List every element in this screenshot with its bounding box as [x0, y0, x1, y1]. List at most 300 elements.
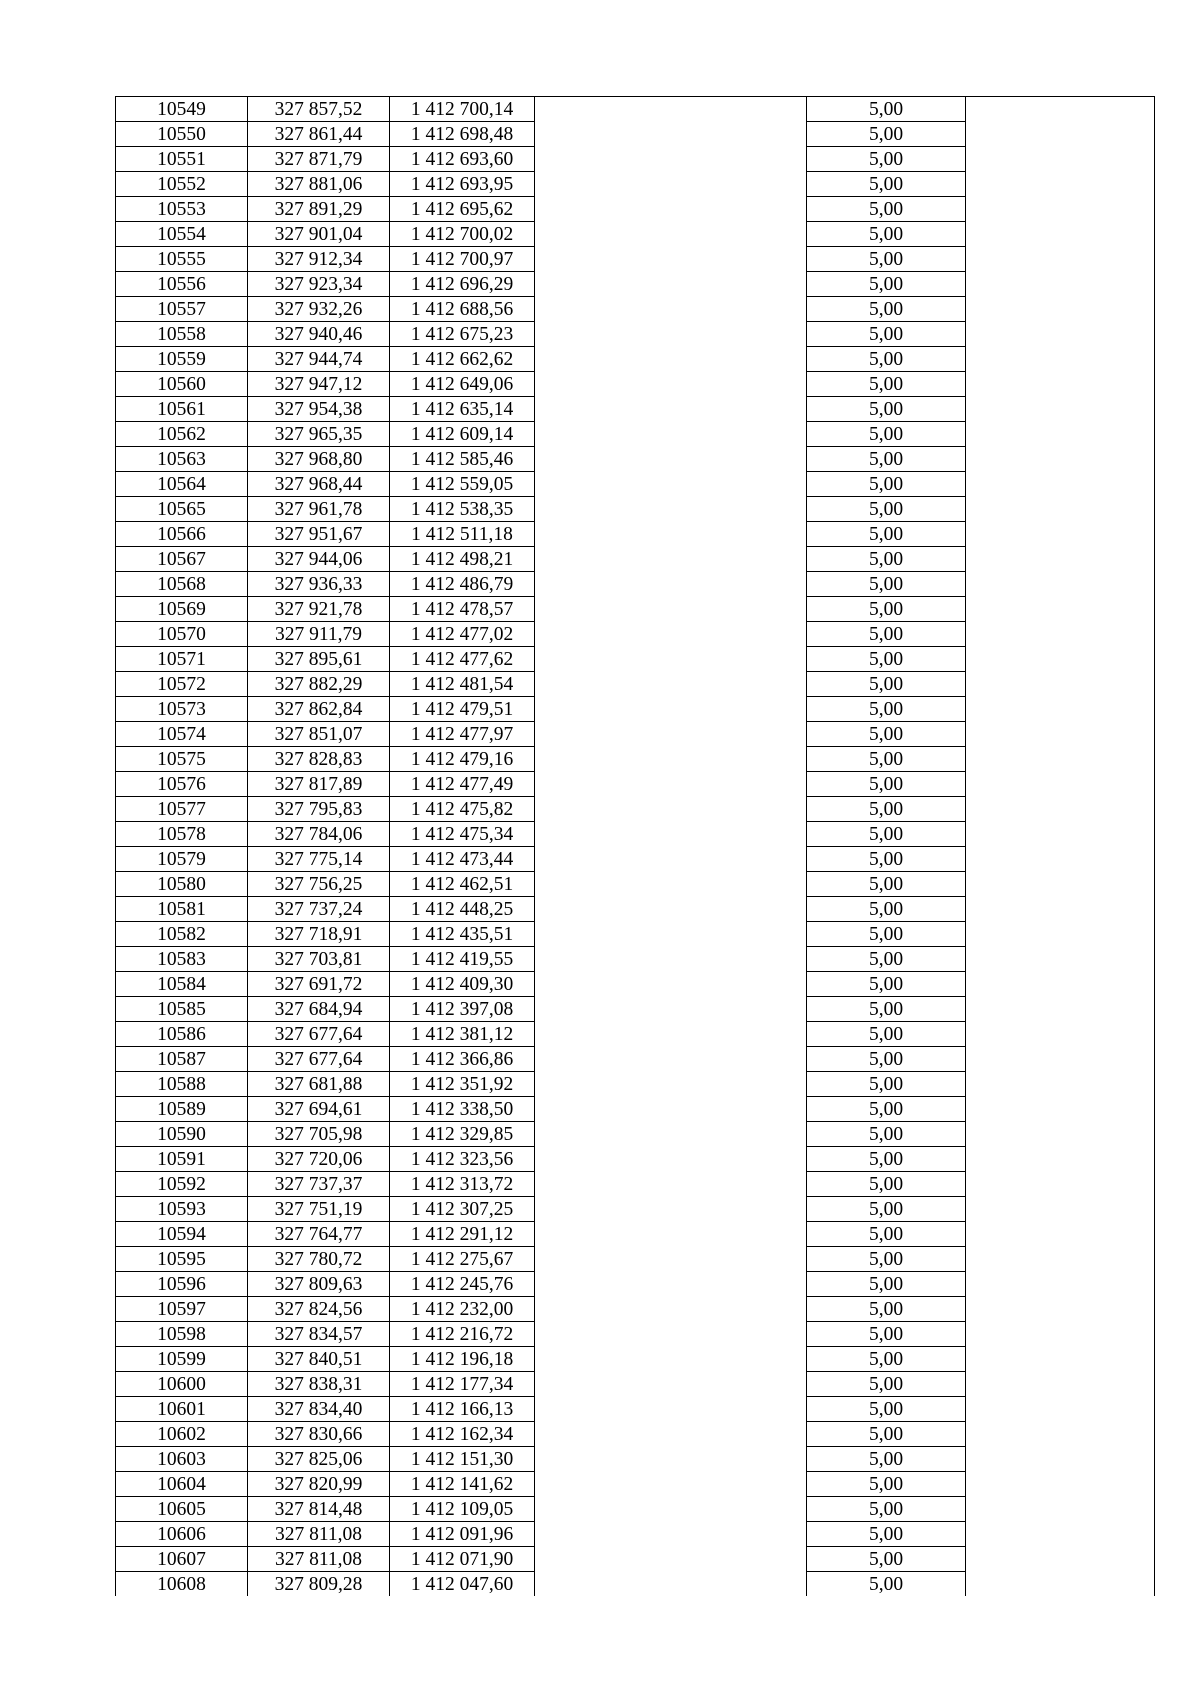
empty-cell: [535, 1472, 807, 1497]
point-number-cell: 10588: [116, 1072, 248, 1097]
empty-cell: [535, 297, 807, 322]
y-coordinate-cell: 1 412 473,44: [390, 847, 535, 872]
empty-cell: [966, 897, 1155, 922]
table-row: [116, 1572, 1155, 1597]
table-row: [116, 497, 1155, 522]
x-coordinate-cell: 327 834,40: [248, 1397, 390, 1422]
point-number-cell: 10554: [116, 222, 248, 247]
empty-cell: [966, 822, 1155, 847]
y-coordinate-cell: 1 412 329,85: [390, 1122, 535, 1147]
y-coordinate-cell: 1 412 291,12: [390, 1222, 535, 1247]
x-coordinate-cell: 327 780,72: [248, 1247, 390, 1272]
table-row: [116, 247, 1155, 272]
y-coordinate-cell: 1 412 419,55: [390, 947, 535, 972]
accuracy-value-cell: 5,00: [807, 1047, 966, 1072]
empty-cell: [535, 1397, 807, 1422]
empty-cell: [966, 997, 1155, 1022]
y-coordinate-cell: 1 412 700,14: [390, 97, 535, 122]
table-row: [116, 1347, 1155, 1372]
y-coordinate-cell: 1 412 498,21: [390, 547, 535, 572]
empty-cell: [966, 672, 1155, 697]
table-row: [116, 422, 1155, 447]
accuracy-value-cell: 5,00: [807, 347, 966, 372]
empty-cell: [966, 922, 1155, 947]
table-row: [116, 647, 1155, 672]
accuracy-value-cell: 5,00: [807, 547, 966, 572]
x-coordinate-cell: 327 737,37: [248, 1172, 390, 1197]
empty-cell: [966, 1347, 1155, 1372]
point-number-cell: 10586: [116, 1022, 248, 1047]
table-row: [116, 547, 1155, 572]
point-number-cell: 10593: [116, 1197, 248, 1222]
empty-cell: [966, 197, 1155, 222]
empty-cell: [966, 497, 1155, 522]
point-number-cell: 10606: [116, 1522, 248, 1547]
accuracy-value-cell: 5,00: [807, 1222, 966, 1247]
point-number-cell: 10565: [116, 497, 248, 522]
x-coordinate-cell: 327 857,52: [248, 97, 390, 122]
x-coordinate-cell: 327 705,98: [248, 1122, 390, 1147]
empty-cell: [535, 497, 807, 522]
empty-cell: [535, 1497, 807, 1522]
empty-cell: [966, 597, 1155, 622]
table-row: [116, 1222, 1155, 1247]
empty-cell: [966, 1472, 1155, 1497]
empty-cell: [535, 247, 807, 272]
empty-cell: [966, 347, 1155, 372]
empty-cell: [535, 97, 807, 122]
empty-cell: [535, 447, 807, 472]
empty-cell: [966, 1097, 1155, 1122]
point-number-cell: 10557: [116, 297, 248, 322]
empty-cell: [966, 472, 1155, 497]
empty-cell: [535, 1322, 807, 1347]
accuracy-value-cell: 5,00: [807, 1497, 966, 1522]
x-coordinate-cell: 327 784,06: [248, 822, 390, 847]
accuracy-value-cell: 5,00: [807, 1272, 966, 1297]
table-row: [116, 397, 1155, 422]
table-row: [116, 1497, 1155, 1522]
y-coordinate-cell: 1 412 162,34: [390, 1422, 535, 1447]
empty-cell: [535, 622, 807, 647]
point-number-cell: 10559: [116, 347, 248, 372]
accuracy-value-cell: 5,00: [807, 272, 966, 297]
accuracy-value-cell: 5,00: [807, 847, 966, 872]
table-row: [116, 1322, 1155, 1347]
accuracy-value-cell: 5,00: [807, 897, 966, 922]
y-coordinate-cell: 1 412 109,05: [390, 1497, 535, 1522]
y-coordinate-cell: 1 412 477,97: [390, 722, 535, 747]
point-number-cell: 10577: [116, 797, 248, 822]
empty-cell: [966, 622, 1155, 647]
y-coordinate-cell: 1 412 478,57: [390, 597, 535, 622]
y-coordinate-cell: 1 412 477,49: [390, 772, 535, 797]
x-coordinate-cell: 327 681,88: [248, 1072, 390, 1097]
x-coordinate-cell: 327 775,14: [248, 847, 390, 872]
point-number-cell: 10592: [116, 1172, 248, 1197]
y-coordinate-cell: 1 412 232,00: [390, 1297, 535, 1322]
accuracy-value-cell: 5,00: [807, 497, 966, 522]
accuracy-value-cell: 5,00: [807, 322, 966, 347]
table-row: [116, 972, 1155, 997]
accuracy-value-cell: 5,00: [807, 647, 966, 672]
y-coordinate-cell: 1 412 585,46: [390, 447, 535, 472]
table-row: [116, 322, 1155, 347]
point-number-cell: 10551: [116, 147, 248, 172]
accuracy-value-cell: 5,00: [807, 1522, 966, 1547]
table-row: [116, 1197, 1155, 1222]
table-row: [116, 672, 1155, 697]
x-coordinate-cell: 327 825,06: [248, 1447, 390, 1472]
table-row: [116, 872, 1155, 897]
empty-cell: [966, 1297, 1155, 1322]
y-coordinate-cell: 1 412 675,23: [390, 322, 535, 347]
x-coordinate-cell: 327 944,06: [248, 547, 390, 572]
empty-cell: [966, 1572, 1155, 1597]
y-coordinate-cell: 1 412 091,96: [390, 1522, 535, 1547]
accuracy-value-cell: 5,00: [807, 372, 966, 397]
table-row: [116, 922, 1155, 947]
x-coordinate-cell: 327 809,63: [248, 1272, 390, 1297]
y-coordinate-cell: 1 412 366,86: [390, 1047, 535, 1072]
x-coordinate-cell: 327 828,83: [248, 747, 390, 772]
accuracy-value-cell: 5,00: [807, 447, 966, 472]
empty-cell: [535, 797, 807, 822]
y-coordinate-cell: 1 412 696,29: [390, 272, 535, 297]
empty-cell: [966, 97, 1155, 122]
empty-cell: [966, 572, 1155, 597]
empty-cell: [535, 397, 807, 422]
accuracy-value-cell: 5,00: [807, 1122, 966, 1147]
x-coordinate-cell: 327 923,34: [248, 272, 390, 297]
table-row: [116, 447, 1155, 472]
empty-cell: [966, 397, 1155, 422]
empty-cell: [966, 847, 1155, 872]
x-coordinate-cell: 327 820,99: [248, 1472, 390, 1497]
point-number-cell: 10576: [116, 772, 248, 797]
accuracy-value-cell: 5,00: [807, 572, 966, 597]
x-coordinate-cell: 327 947,12: [248, 372, 390, 397]
point-number-cell: 10583: [116, 947, 248, 972]
point-number-cell: 10553: [116, 197, 248, 222]
y-coordinate-cell: 1 412 538,35: [390, 497, 535, 522]
y-coordinate-cell: 1 412 409,30: [390, 972, 535, 997]
empty-cell: [535, 947, 807, 972]
y-coordinate-cell: 1 412 479,16: [390, 747, 535, 772]
empty-cell: [535, 847, 807, 872]
empty-cell: [535, 1022, 807, 1047]
point-number-cell: 10605: [116, 1497, 248, 1522]
empty-cell: [966, 1397, 1155, 1422]
point-number-cell: 10552: [116, 172, 248, 197]
table-row: [116, 472, 1155, 497]
y-coordinate-cell: 1 412 351,92: [390, 1072, 535, 1097]
empty-cell: [966, 122, 1155, 147]
empty-cell: [966, 1497, 1155, 1522]
y-coordinate-cell: 1 412 700,02: [390, 222, 535, 247]
accuracy-value-cell: 5,00: [807, 1322, 966, 1347]
point-number-cell: 10556: [116, 272, 248, 297]
x-coordinate-cell: 327 834,57: [248, 1322, 390, 1347]
x-coordinate-cell: 327 911,79: [248, 622, 390, 647]
point-number-cell: 10596: [116, 1272, 248, 1297]
empty-cell: [966, 297, 1155, 322]
point-number-cell: 10573: [116, 697, 248, 722]
empty-cell: [966, 422, 1155, 447]
table-row: [116, 1047, 1155, 1072]
y-coordinate-cell: 1 412 693,60: [390, 147, 535, 172]
table-row: [116, 597, 1155, 622]
x-coordinate-cell: 327 851,07: [248, 722, 390, 747]
empty-cell: [535, 472, 807, 497]
point-number-cell: 10550: [116, 122, 248, 147]
empty-cell: [966, 1122, 1155, 1147]
empty-cell: [966, 872, 1155, 897]
accuracy-value-cell: 5,00: [807, 797, 966, 822]
point-number-cell: 10603: [116, 1447, 248, 1472]
x-coordinate-cell: 327 811,08: [248, 1547, 390, 1572]
point-number-cell: 10598: [116, 1322, 248, 1347]
empty-cell: [966, 772, 1155, 797]
y-coordinate-cell: 1 412 448,25: [390, 897, 535, 922]
x-coordinate-cell: 327 720,06: [248, 1147, 390, 1172]
empty-cell: [535, 1522, 807, 1547]
accuracy-value-cell: 5,00: [807, 597, 966, 622]
empty-cell: [966, 972, 1155, 997]
accuracy-value-cell: 5,00: [807, 822, 966, 847]
point-number-cell: 10604: [116, 1472, 248, 1497]
empty-cell: [535, 197, 807, 222]
empty-cell: [535, 572, 807, 597]
point-number-cell: 10568: [116, 572, 248, 597]
point-number-cell: 10594: [116, 1222, 248, 1247]
empty-cell: [535, 697, 807, 722]
y-coordinate-cell: 1 412 166,13: [390, 1397, 535, 1422]
table-row: [116, 797, 1155, 822]
coordinates-table-body: [116, 97, 1155, 1597]
empty-cell: [535, 1272, 807, 1297]
table-row: [116, 122, 1155, 147]
empty-cell: [966, 1272, 1155, 1297]
coordinates-table: [115, 96, 1155, 1596]
empty-cell: [966, 722, 1155, 747]
table-row: [116, 772, 1155, 797]
y-coordinate-cell: 1 412 635,14: [390, 397, 535, 422]
table-row: [116, 347, 1155, 372]
point-number-cell: 10560: [116, 372, 248, 397]
y-coordinate-cell: 1 412 662,62: [390, 347, 535, 372]
x-coordinate-cell: 327 751,19: [248, 1197, 390, 1222]
empty-cell: [535, 372, 807, 397]
x-coordinate-cell: 327 718,91: [248, 922, 390, 947]
y-coordinate-cell: 1 412 313,72: [390, 1172, 535, 1197]
x-coordinate-cell: 327 830,66: [248, 1422, 390, 1447]
x-coordinate-cell: 327 817,89: [248, 772, 390, 797]
empty-cell: [535, 322, 807, 347]
empty-cell: [966, 522, 1155, 547]
table-row: [116, 897, 1155, 922]
empty-cell: [966, 372, 1155, 397]
x-coordinate-cell: 327 840,51: [248, 1347, 390, 1372]
empty-cell: [966, 747, 1155, 772]
point-number-cell: 10567: [116, 547, 248, 572]
empty-cell: [535, 997, 807, 1022]
point-number-cell: 10589: [116, 1097, 248, 1122]
x-coordinate-cell: 327 703,81: [248, 947, 390, 972]
x-coordinate-cell: 327 677,64: [248, 1047, 390, 1072]
empty-cell: [966, 1147, 1155, 1172]
empty-cell: [535, 122, 807, 147]
accuracy-value-cell: 5,00: [807, 1197, 966, 1222]
point-number-cell: 10555: [116, 247, 248, 272]
y-coordinate-cell: 1 412 486,79: [390, 572, 535, 597]
empty-cell: [966, 647, 1155, 672]
point-number-cell: 10595: [116, 1247, 248, 1272]
empty-cell: [966, 1022, 1155, 1047]
point-number-cell: 10569: [116, 597, 248, 622]
empty-cell: [535, 597, 807, 622]
point-number-cell: 10570: [116, 622, 248, 647]
table-row: [116, 522, 1155, 547]
x-coordinate-cell: 327 968,80: [248, 447, 390, 472]
point-number-cell: 10590: [116, 1122, 248, 1147]
accuracy-value-cell: 5,00: [807, 247, 966, 272]
x-coordinate-cell: 327 901,04: [248, 222, 390, 247]
x-coordinate-cell: 327 881,06: [248, 172, 390, 197]
table-row: [116, 847, 1155, 872]
y-coordinate-cell: 1 412 511,18: [390, 522, 535, 547]
x-coordinate-cell: 327 691,72: [248, 972, 390, 997]
x-coordinate-cell: 327 968,44: [248, 472, 390, 497]
y-coordinate-cell: 1 412 047,60: [390, 1572, 535, 1597]
empty-cell: [966, 797, 1155, 822]
point-number-cell: 10578: [116, 822, 248, 847]
x-coordinate-cell: 327 961,78: [248, 497, 390, 522]
empty-cell: [966, 947, 1155, 972]
accuracy-value-cell: 5,00: [807, 997, 966, 1022]
table-row: [116, 1447, 1155, 1472]
accuracy-value-cell: 5,00: [807, 1172, 966, 1197]
x-coordinate-cell: 327 838,31: [248, 1372, 390, 1397]
y-coordinate-cell: 1 412 307,25: [390, 1197, 535, 1222]
x-coordinate-cell: 327 912,34: [248, 247, 390, 272]
x-coordinate-cell: 327 814,48: [248, 1497, 390, 1522]
x-coordinate-cell: 327 965,35: [248, 422, 390, 447]
point-number-cell: 10585: [116, 997, 248, 1022]
x-coordinate-cell: 327 861,44: [248, 122, 390, 147]
point-number-cell: 10602: [116, 1422, 248, 1447]
point-number-cell: 10608: [116, 1572, 248, 1597]
x-coordinate-cell: 327 824,56: [248, 1297, 390, 1322]
empty-cell: [966, 1172, 1155, 1197]
x-coordinate-cell: 327 940,46: [248, 322, 390, 347]
point-number-cell: 10597: [116, 1297, 248, 1322]
point-number-cell: 10574: [116, 722, 248, 747]
y-coordinate-cell: 1 412 435,51: [390, 922, 535, 947]
empty-cell: [966, 547, 1155, 572]
point-number-cell: 10579: [116, 847, 248, 872]
y-coordinate-cell: 1 412 462,51: [390, 872, 535, 897]
accuracy-value-cell: 5,00: [807, 197, 966, 222]
table-row: [116, 1472, 1155, 1497]
accuracy-value-cell: 5,00: [807, 422, 966, 447]
accuracy-value-cell: 5,00: [807, 147, 966, 172]
y-coordinate-cell: 1 412 397,08: [390, 997, 535, 1022]
point-number-cell: 10587: [116, 1047, 248, 1072]
accuracy-value-cell: 5,00: [807, 672, 966, 697]
y-coordinate-cell: 1 412 649,06: [390, 372, 535, 397]
accuracy-value-cell: 5,00: [807, 1297, 966, 1322]
empty-cell: [966, 1547, 1155, 1572]
empty-cell: [966, 1072, 1155, 1097]
x-coordinate-cell: 327 862,84: [248, 697, 390, 722]
point-number-cell: 10582: [116, 922, 248, 947]
empty-cell: [535, 172, 807, 197]
empty-cell: [535, 1347, 807, 1372]
point-number-cell: 10566: [116, 522, 248, 547]
y-coordinate-cell: 1 412 071,90: [390, 1547, 535, 1572]
y-coordinate-cell: 1 412 151,30: [390, 1447, 535, 1472]
empty-cell: [535, 1222, 807, 1247]
empty-cell: [966, 1322, 1155, 1347]
empty-cell: [535, 772, 807, 797]
table-row: [116, 97, 1155, 122]
x-coordinate-cell: 327 795,83: [248, 797, 390, 822]
x-coordinate-cell: 327 684,94: [248, 997, 390, 1022]
x-coordinate-cell: 327 951,67: [248, 522, 390, 547]
x-coordinate-cell: 327 809,28: [248, 1572, 390, 1597]
accuracy-value-cell: 5,00: [807, 472, 966, 497]
x-coordinate-cell: 327 737,24: [248, 897, 390, 922]
accuracy-value-cell: 5,00: [807, 947, 966, 972]
table-row: [116, 1247, 1155, 1272]
empty-cell: [535, 1572, 807, 1597]
y-coordinate-cell: 1 412 700,97: [390, 247, 535, 272]
accuracy-value-cell: 5,00: [807, 772, 966, 797]
empty-cell: [966, 1247, 1155, 1272]
empty-cell: [535, 747, 807, 772]
table-row: [116, 1097, 1155, 1122]
table-row: [116, 722, 1155, 747]
accuracy-value-cell: 5,00: [807, 1422, 966, 1447]
empty-cell: [535, 972, 807, 997]
y-coordinate-cell: 1 412 609,14: [390, 422, 535, 447]
point-number-cell: 10591: [116, 1147, 248, 1172]
y-coordinate-cell: 1 412 475,34: [390, 822, 535, 847]
empty-cell: [535, 647, 807, 672]
empty-cell: [535, 422, 807, 447]
accuracy-value-cell: 5,00: [807, 297, 966, 322]
y-coordinate-cell: 1 412 481,54: [390, 672, 535, 697]
y-coordinate-cell: 1 412 693,95: [390, 172, 535, 197]
table-row: [116, 1522, 1155, 1547]
accuracy-value-cell: 5,00: [807, 1072, 966, 1097]
x-coordinate-cell: 327 677,64: [248, 1022, 390, 1047]
empty-cell: [966, 272, 1155, 297]
table-row: [116, 997, 1155, 1022]
empty-cell: [966, 1372, 1155, 1397]
empty-cell: [966, 1222, 1155, 1247]
accuracy-value-cell: 5,00: [807, 1572, 966, 1597]
y-coordinate-cell: 1 412 141,62: [390, 1472, 535, 1497]
empty-cell: [966, 1047, 1155, 1072]
empty-cell: [535, 347, 807, 372]
y-coordinate-cell: 1 412 559,05: [390, 472, 535, 497]
accuracy-value-cell: 5,00: [807, 1372, 966, 1397]
empty-cell: [535, 1297, 807, 1322]
x-coordinate-cell: 327 932,26: [248, 297, 390, 322]
empty-cell: [535, 1197, 807, 1222]
